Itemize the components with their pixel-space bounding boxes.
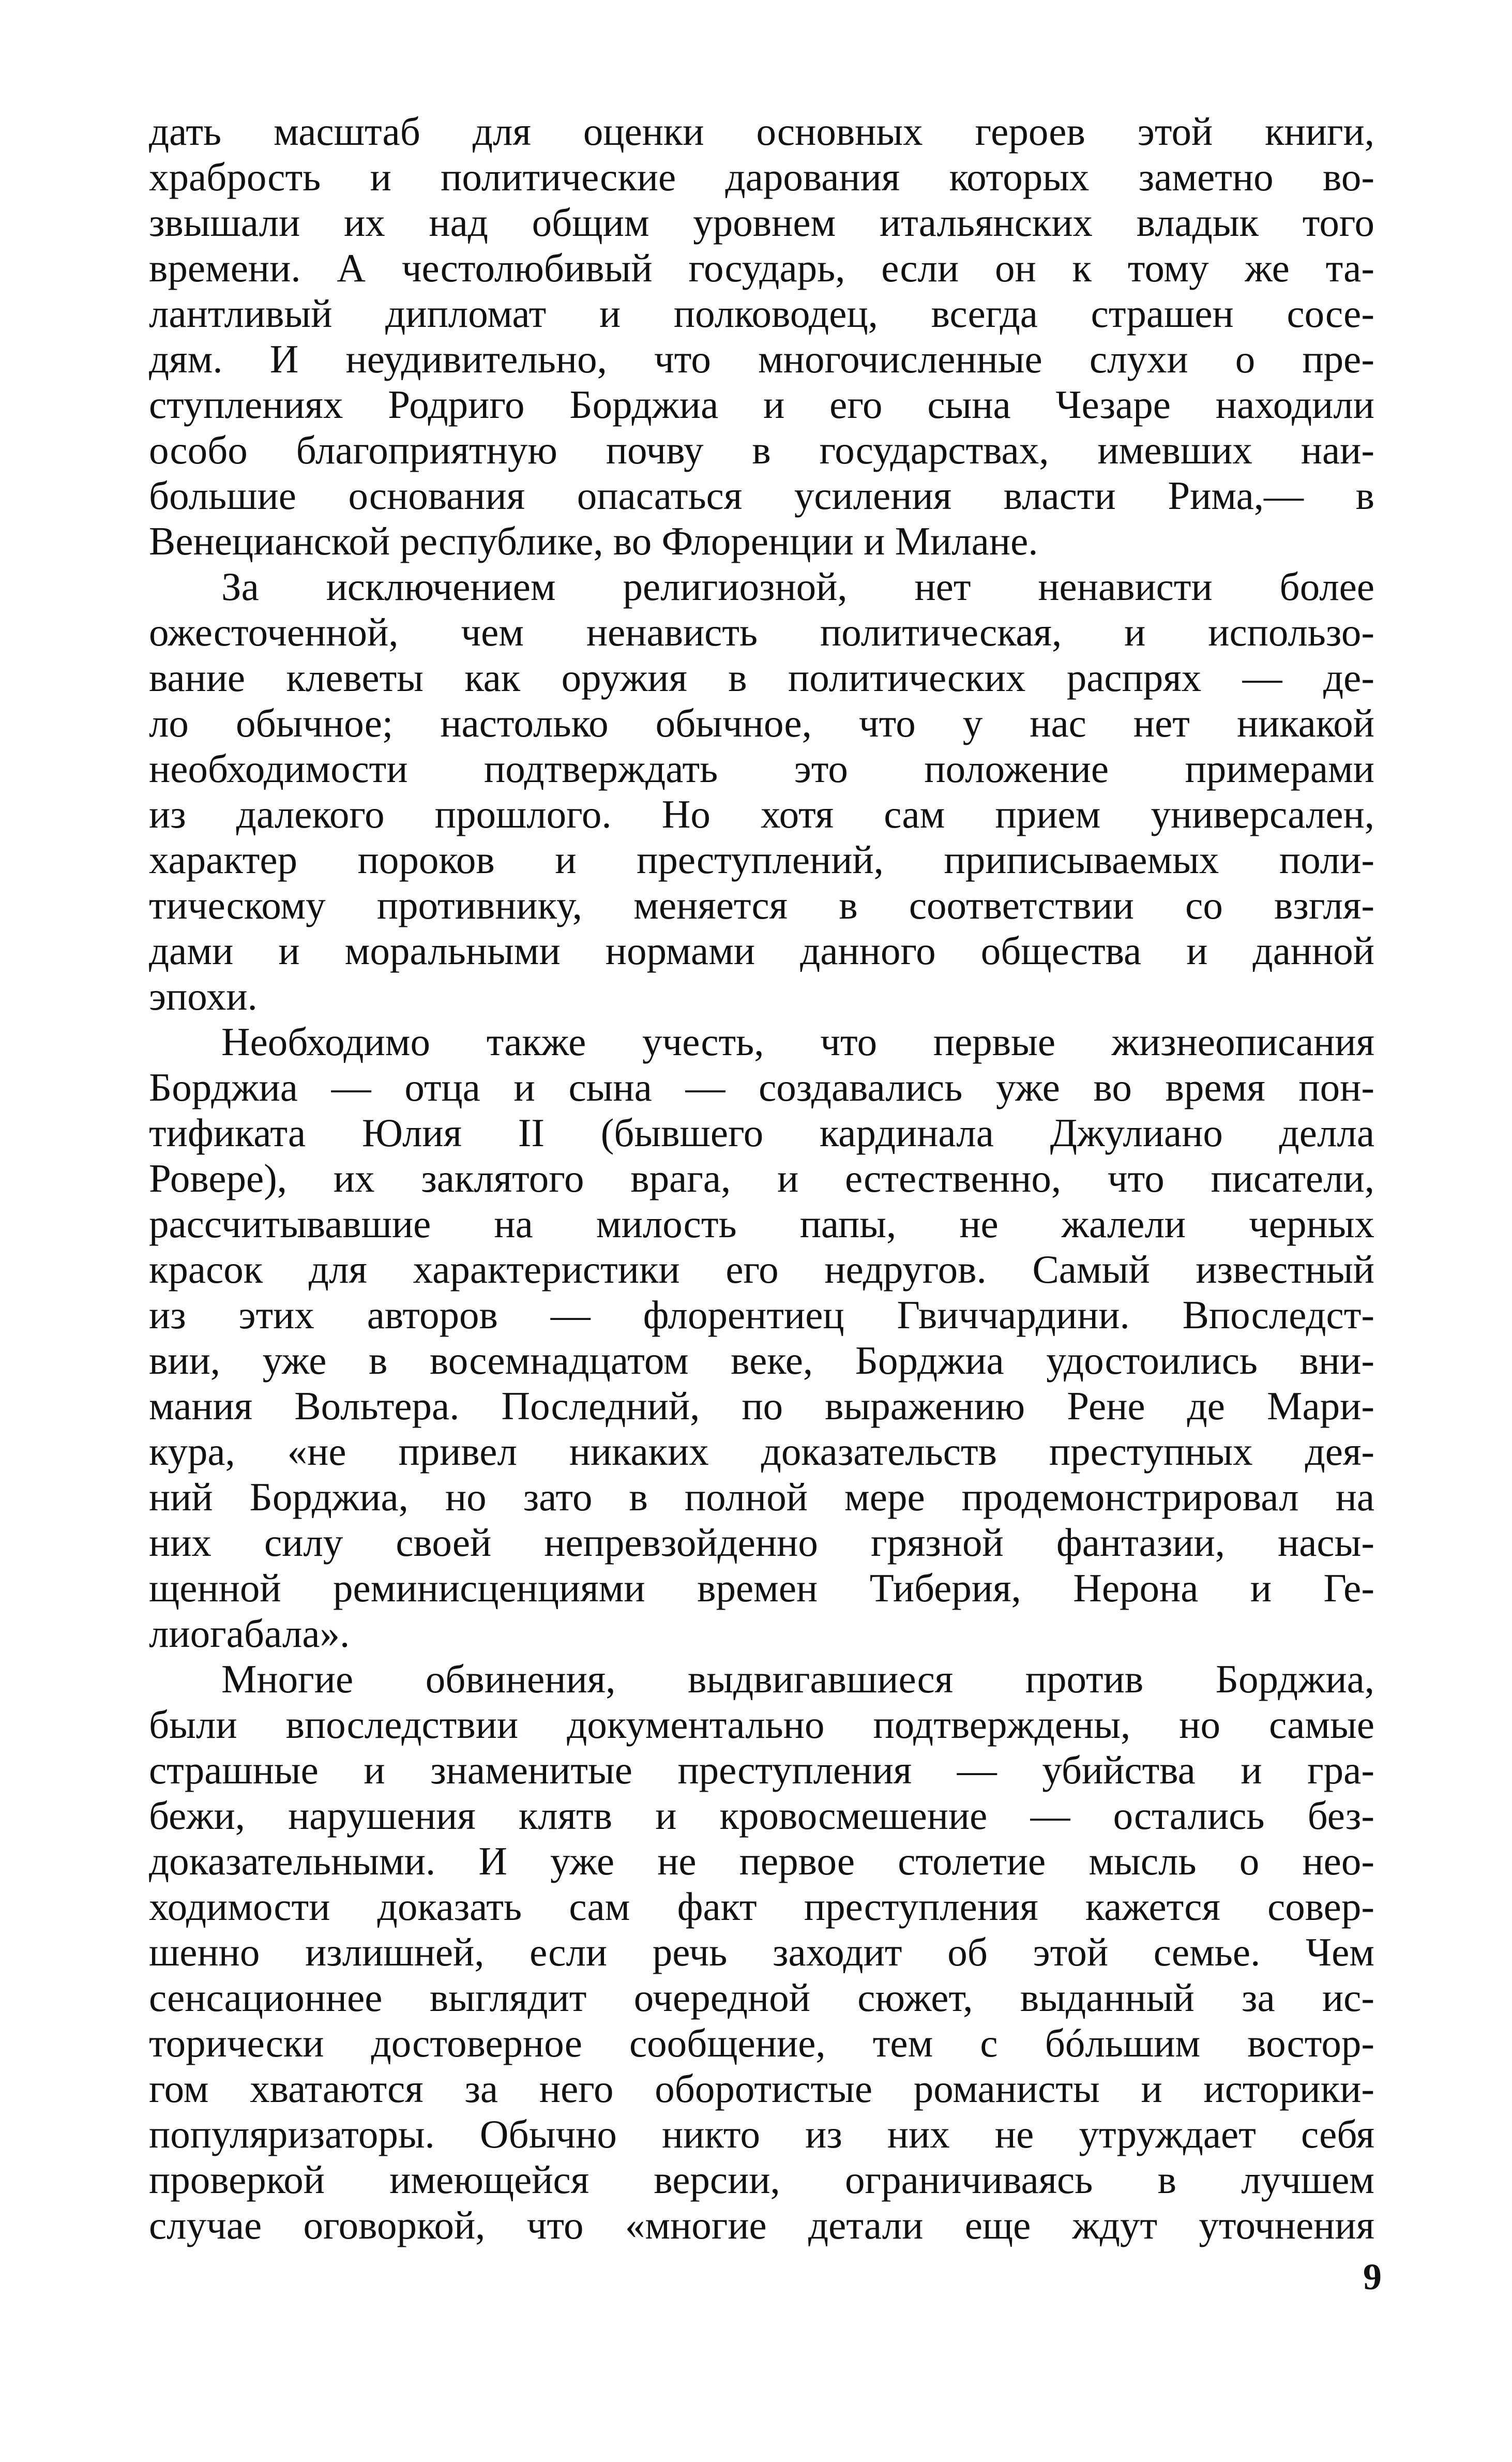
text-line: проверкой имеющейся версии, ограничиваясь в лучшем xyxy=(149,2157,1374,2202)
text-line: особо благоприятную почву в государствах, имевших наи- xyxy=(149,428,1374,472)
text-line: них силу своей непревзойденно грязной фантазии, насы- xyxy=(149,1520,1374,1565)
text-line: бежи, нарушения клятв и кровосмешение — остались без- xyxy=(149,1793,1374,1838)
text-line: щенной реминисценциями времен Тиберия, Нерона и Ге- xyxy=(149,1566,1374,1610)
text-line: ло обычное; настолько обычное, что у нас нет никакой xyxy=(149,701,1374,745)
paragraph-first-line: Необходимо также учесть, что первые жизнеописания xyxy=(221,1019,1374,1064)
text-line: тификата Юлия II (бывшего кардинала Джулиано делла xyxy=(149,1110,1374,1155)
text-line: популяризаторы. Обычно никто из них не утруждает себя xyxy=(149,2112,1374,2156)
text-line: Венецианской республике, во Флоренции и Милане. xyxy=(149,519,1038,563)
text-line: характер пороков и преступлений, приписываемых поли- xyxy=(149,837,1374,882)
text-line: вание клеветы как оружия в политических распрях — де- xyxy=(149,655,1374,700)
text-line: из этих авторов — флорентиец Гвиччардини. Впоследст- xyxy=(149,1293,1374,1337)
text-line: страшные и знаменитые преступления — убийства и гра- xyxy=(149,1748,1374,1792)
text-line: дям. И неудивительно, что многочисленные слухи о пре- xyxy=(149,337,1374,381)
text-line: торически достоверное сообщение, тем с бóльшим востор- xyxy=(149,2021,1374,2065)
text-line: мания Вольтера. Последний, по выражению Рене де Мари- xyxy=(149,1384,1374,1428)
text-line: ний Борджиа, но зато в полной мере продемонстрировал на xyxy=(149,1475,1374,1519)
paragraph-first-line: Многие обвинения, выдвигавшиеся против Борджиа, xyxy=(221,1657,1374,1701)
text-line: из далекого прошлого. Но хотя сам прием универсален, xyxy=(149,792,1374,836)
text-line: лантливый дипломат и полководец, всегда страшен сосе- xyxy=(149,291,1374,336)
text-line: доказательными. И уже не первое столетие мысль о нео- xyxy=(149,1839,1374,1883)
text-line: большие основания опасаться усиления власти Рима,— в xyxy=(149,473,1374,518)
page-number: 9 xyxy=(1363,2256,1382,2298)
paragraph-first-line: За исключением религиозной, нет ненависти более xyxy=(221,564,1374,609)
text-line: вии, уже в восемнадцатом веке, Борджиа удостоились вни- xyxy=(149,1338,1374,1383)
text-line: ходимости доказать сам факт преступления кажется совер- xyxy=(149,1884,1374,1929)
text-line: необходимости подтверждать это положение примерами xyxy=(149,746,1374,791)
text-line: Ровере), их заклятого врага, и естественно, что писатели, xyxy=(149,1156,1374,1200)
text-line: рассчитывавшие на милость папы, не жалели черных xyxy=(149,1202,1374,1246)
text-line: были впоследствии документально подтверждены, но самые xyxy=(149,1702,1374,1747)
text-line: дами и моральными нормами данного общества и данной xyxy=(149,928,1374,973)
text-line: дать масштаб для оценки основных героев этой книги, xyxy=(149,109,1374,154)
body-text xyxy=(149,109,1374,2248)
text-line: Борджиа — отца и сына — создавались уже во время пон- xyxy=(149,1065,1374,1109)
text-line: сенсационнее выглядит очередной сюжет, выданный за ис- xyxy=(149,1975,1374,2020)
text-line: случае оговоркой, что «многие детали еще ждут уточнения xyxy=(149,2203,1374,2247)
text-line: лиогабала». xyxy=(149,1611,350,1656)
text-line: ожесточенной, чем ненависть политическая, и использо- xyxy=(149,610,1374,654)
text-line: звышали их над общим уровнем итальянских владык того xyxy=(149,200,1374,245)
text-line: кура, «не привел никаких доказательств преступных дея- xyxy=(149,1429,1374,1474)
text-line: храбрость и политические дарования которых заметно во- xyxy=(149,155,1374,199)
text-line: времени. А честолюбивый государь, если он к тому же та- xyxy=(149,246,1374,290)
text-line: красок для характеристики его недругов. Самый известный xyxy=(149,1247,1374,1292)
text-line: тическому противнику, меняется в соответствии со взгля- xyxy=(149,883,1374,927)
text-line: эпохи. xyxy=(149,974,258,1018)
text-line: гом хватаются за него оборотистые романисты и историки- xyxy=(149,2066,1374,2111)
text-line: шенно излишней, если речь заходит об этой семье. Чем xyxy=(149,1930,1374,1974)
text-line: ступлениях Родриго Борджиа и его сына Чезаре находили xyxy=(149,382,1374,427)
